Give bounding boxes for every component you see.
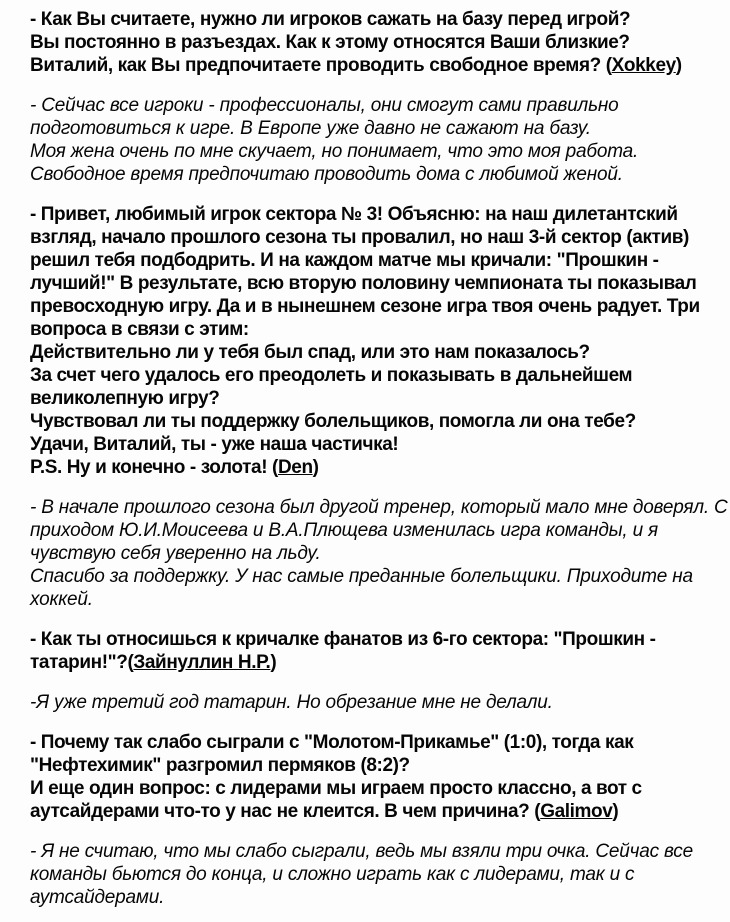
qa-blocks-container bbox=[30, 8, 728, 909]
author-link[interactable]: Xokkey bbox=[611, 55, 676, 76]
text-segment: Удачи, Виталий, ты - уже наша частичка! bbox=[30, 434, 399, 455]
text-segment: -Я уже третий год татарин. Но обрезание мне не делали. bbox=[30, 692, 553, 713]
text-segment: Чувствовал ли ты поддержку болельщиков, помогла ли она тебе? bbox=[30, 411, 636, 432]
question-paragraph bbox=[30, 628, 720, 674]
text-segment: - В начале прошлого сезона был другой тренер, который мало мне доверял. С bbox=[30, 497, 728, 518]
text-segment: P.S. Ну и конечно - золота! ( bbox=[30, 457, 278, 478]
text-segment: вопроса в связи с этим: bbox=[30, 319, 249, 340]
text-segment: - Как Вы считаете, нужно ли игроков сажать на базу перед игрой? bbox=[30, 9, 631, 30]
text-segment: Свободное время предпочитаю проводить дома с любимой женой. bbox=[30, 164, 623, 185]
text-segment: лучший!" В результате, всю вторую половину чемпионата ты показывал bbox=[30, 273, 697, 294]
text-segment: - Как ты относишься к кричалке фанатов из 6-го сектора: "Прошкин - bbox=[30, 629, 656, 650]
text-segment: команды бьются до конца, и сложно играть как с лидерами, так и с bbox=[30, 864, 635, 885]
text-segment: превосходную игру. Да и в нынешнем сезоне игра твоя очень радует. Три bbox=[30, 296, 700, 317]
text-segment: - Я не считаю, что мы слабо сыграли, ведь мы взяли три очка. Сейчас все bbox=[30, 841, 693, 862]
answer-paragraph bbox=[30, 840, 720, 909]
author-link[interactable]: Зайнуллин Н.Р. bbox=[133, 652, 271, 673]
text-segment: "Нефтехимик" разгромил пермяков (8:2)? bbox=[30, 755, 410, 776]
text-segment: чувствую себя уверенно на льду. bbox=[30, 543, 321, 564]
answer-paragraph bbox=[30, 496, 728, 611]
text-segment: За счет чего удалось его преодолеть и показывать в дальнейшем bbox=[30, 365, 633, 386]
text-segment: - Почему так слабо сыграли с "Молотом-Прикамье" (1:0), тогда как bbox=[30, 732, 634, 753]
text-segment: Вы постоянно в разъездах. Как к этому относятся Ваши близкие? bbox=[30, 32, 630, 53]
text-segment: ) bbox=[270, 652, 277, 673]
text-segment: аутсайдерами. bbox=[30, 887, 165, 908]
question-paragraph bbox=[30, 203, 720, 479]
question-paragraph bbox=[30, 8, 720, 77]
answer-paragraph bbox=[30, 94, 720, 186]
text-segment: взгляд, начало прошлого сезона ты провалил, но наш 3-й сектор (актив) bbox=[30, 227, 689, 248]
text-segment: ) bbox=[675, 55, 682, 76]
text-segment: хоккей. bbox=[30, 589, 93, 610]
text-segment: ) bbox=[612, 801, 619, 822]
text-segment: Действительно ли у тебя был спад, или это нам показалось? bbox=[30, 342, 590, 363]
text-segment: И еще один вопрос: с лидерами мы играем просто классно, а вот с bbox=[30, 778, 642, 799]
text-segment: аутсайдерами что-то у нас не клеится. В чем причина? ( bbox=[30, 801, 541, 822]
author-link[interactable]: Galimov bbox=[540, 801, 613, 822]
text-segment: ) bbox=[312, 457, 319, 478]
question-paragraph bbox=[30, 731, 720, 823]
text-segment: татарин!"?( bbox=[30, 652, 134, 673]
text-segment: приходом Ю.И.Моисеева и В.А.Плющева изменилась игра команды, и я bbox=[30, 520, 658, 541]
author-link[interactable]: Den bbox=[277, 457, 313, 478]
text-segment: Виталий, как Вы предпочитаете проводить свободное время? ( bbox=[30, 55, 612, 76]
text-segment: решил тебя подбодрить. И на каждом матче мы кричали: "Прошкин - bbox=[30, 250, 659, 271]
text-segment: подготовиться к игре. В Европе уже давно не сажают на базу. bbox=[30, 118, 591, 139]
text-segment: Моя жена очень по мне скучает, но понимает, что это моя работа. bbox=[30, 141, 639, 162]
text-segment: - Сейчас все игроки - профессионалы, они смогут сами правильно bbox=[30, 95, 619, 116]
text-segment: великолепную игру? bbox=[30, 388, 220, 409]
text-segment: Спасибо за поддержку. У нас самые преданные болельщики. Приходите на bbox=[30, 566, 693, 587]
text-segment: - Привет, любимый игрок сектора № 3! Объясню: на наш дилетантский bbox=[30, 204, 678, 225]
answer-paragraph bbox=[30, 691, 720, 714]
